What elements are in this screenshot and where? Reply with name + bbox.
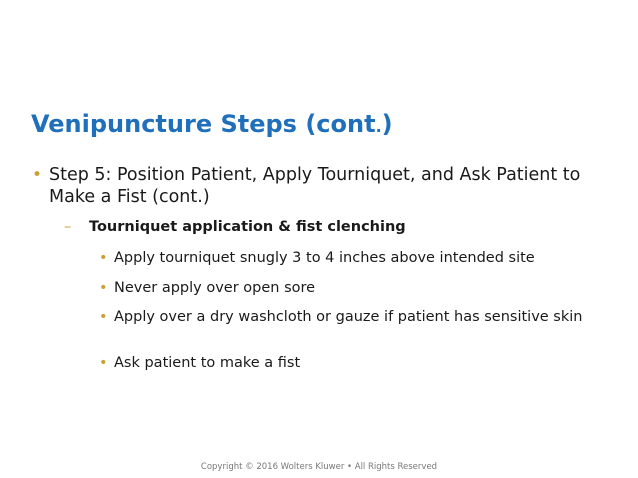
list-item (99, 309, 609, 326)
dash-icon: – (64, 219, 72, 235)
bullet-icon: • (99, 355, 108, 371)
list-item-text: Apply over a dry washcloth or gauze if patient has sensitive skin (114, 309, 583, 325)
slide-title-text: Venipuncture Steps (cont (31, 110, 376, 138)
sub-point-text: Tourniquet application & fist clenching (89, 219, 406, 235)
list-item (99, 280, 609, 297)
copyright-footer: Copyright © 2016 Wolters Kluwer • All Rights Reserved (200, 462, 438, 472)
slide-title (31, 110, 393, 138)
slide-title-close: ) (381, 110, 393, 138)
bullet-icon: • (99, 250, 108, 266)
main-bullet-point (32, 164, 592, 208)
bullet-icon: • (99, 309, 108, 325)
main-point-text: Step 5: Position Patient, Apply Tourniquet, and Ask Patient to Make a Fist (cont.) (49, 165, 581, 207)
list-item-text: Never apply over open sore (114, 280, 316, 296)
list-item (99, 250, 609, 267)
sub-point (64, 219, 406, 235)
bullet-icon: • (99, 280, 108, 296)
list-item-text: Ask patient to make a fist (114, 355, 301, 371)
slide-title-dot: . (375, 117, 382, 136)
list-item-text: Apply tourniquet snugly 3 to 4 inches above intended site (114, 250, 535, 266)
bullet-icon: • (32, 165, 43, 185)
list-item (99, 355, 609, 372)
